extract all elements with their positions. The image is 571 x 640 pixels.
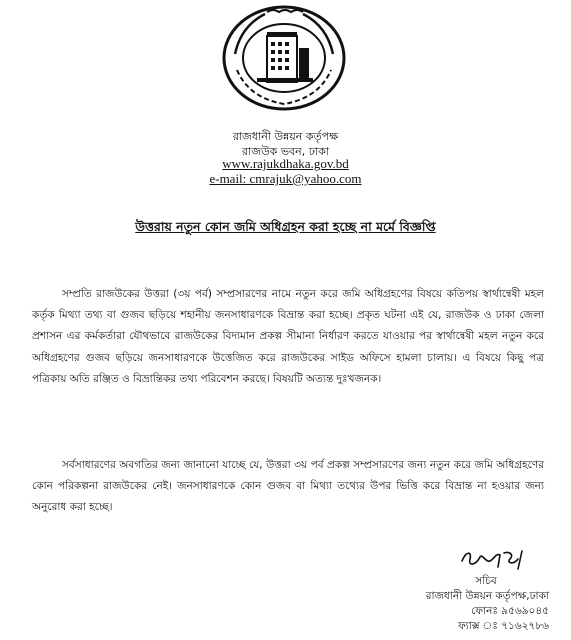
website-link[interactable]: www.rajukdhaka.gov.bd — [222, 156, 349, 171]
phone-number: ফোনঃ ৯৫৬৯০৪৫ — [471, 605, 549, 617]
email-link[interactable]: e-mail: cmrajuk@yahoo.com — [209, 171, 362, 186]
rajuk-logo-icon — [221, 4, 347, 112]
org-address: রাজউক ভবন, ঢাকা — [241, 145, 330, 158]
signatory-designation: সচিব — [475, 575, 497, 587]
signature-block — [369, 574, 549, 634]
notice-paragraph-1: সম্প্রতি রাজউকের উত্তরা (৩য় পর্ব) সম্প্রসারণের নামে নতুন করে জমি অধিগ্রহণের বিষয়ে কতিপয় স্বার্থান্বেষী মহল কর্তৃক মিথ্যা তথ্য বা গুজব ছড়িয়ে শহানীয় জনসাধারণকে বিভ্রান্ত করা হচ্ছে। প্রকৃত ঘটনা এই যে, রাজউক ও ঢাকা জেলা প্রশাসন এর কর্মকর্তারা যৌথভাবে রাজউকের বিদ্যমান প্রকল্প সীমানা নির্ধারণ করতে যাওয়ার পর স্বার্থান্বেষী মহল নতুন করে অধিগ্রহণের গুজব ছড়িয়ে জনসাধারণকে উত্তেজিত করে রাজউকের সাইড অফিসে হামলা চালায়। এ বিষয়ে কিছু পত্র পত্রিকায় অতি রঞ্জিত ও বিভ্রান্তিকর তথ্য পরিবেশন করছে। বিষয়টি অত্যন্ত দুঃখজনক। — [32, 288, 544, 385]
notice-title: উত্তরায় নতুন কোন জমি অধিগ্রহন করা হচ্ছে না মর্মে বিজ্ঞপ্তি — [135, 219, 436, 234]
fax-number: ফ্যাক্স ঃ ৭১৬২৭৮৬ — [458, 620, 549, 632]
signatory-organization: রাজধানী উন্নয়ন কর্তৃপক্ষ,ঢাকা — [425, 590, 549, 602]
signature-icon — [458, 545, 534, 575]
notice-paragraph-2: সর্বসাধারণের অবগতির জন্য জানানো যাচ্ছে যে, উত্তরা ৩য় পর্ব প্রকল্প সম্প্রসারণের জন্য নতুন করে জমি অধিগ্রহণের কোন পরিকল্পনা রাজউকের নেই। জনসাধারণকে কোন গুজব বা মিথ্যা তথ্যের উপর ভিত্তি করে বিভ্রান্ত না হওয়ার জন্য অনুরোধ করা হচ্ছে। — [32, 459, 544, 514]
org-name: রাজধানী উন্নয়ন কর্তৃপক্ষ — [232, 130, 339, 143]
